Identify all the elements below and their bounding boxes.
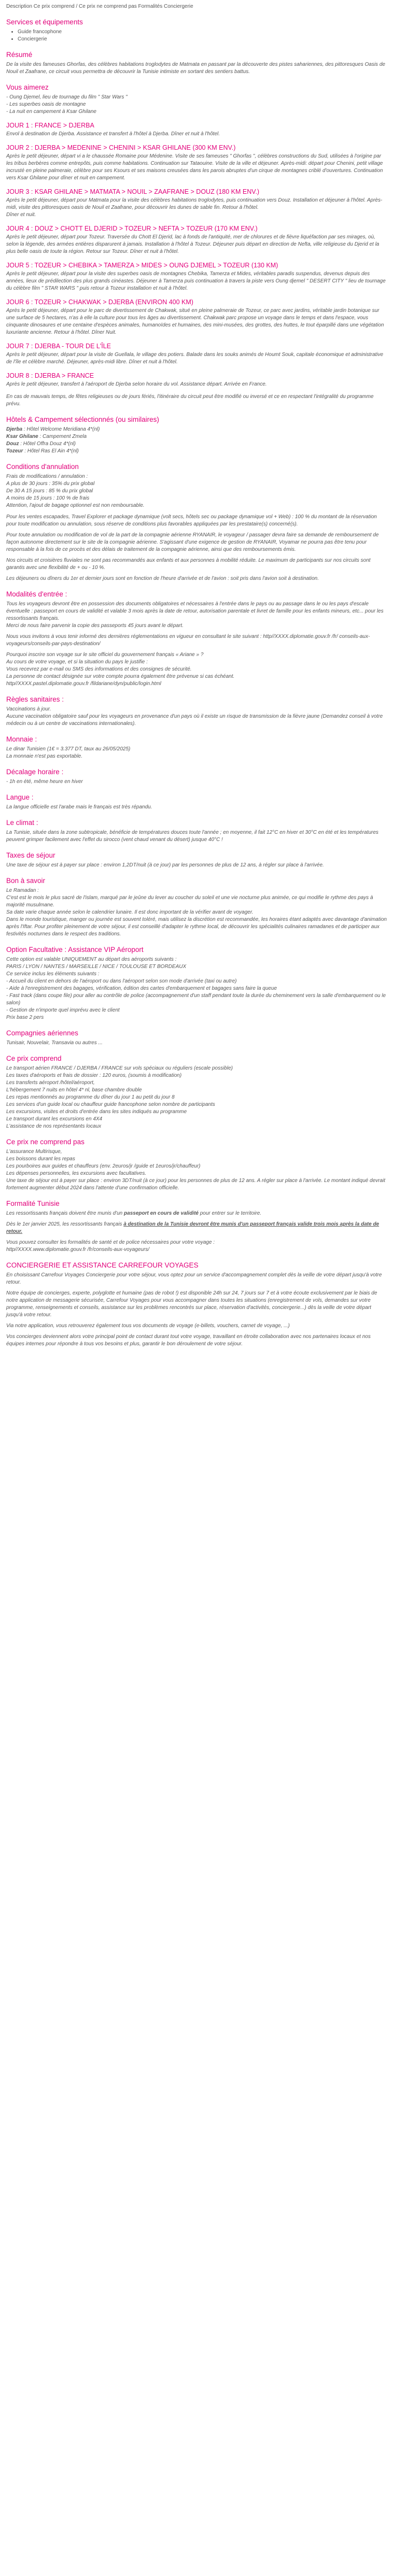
list-item: C'est est le mois le plus sacré de l'islam, marqué par le jeûne du lever au coucher du soleil et une vie nocturne plus animée, ce qui modifie le rythme des pays à majorité musulmane.: [6, 895, 373, 908]
taxes-title: Taxes de séjour: [6, 851, 55, 859]
taxes-text: Une taxe de séjour est à payer sur place : environ 1,2DT/nuit (à ce jour) par les personnes de plus de 12 ans, à régler sur place à l'arrivée.: [6, 862, 324, 868]
modalites-text: Tous les voyageurs devront être en possession des documents obligatoires et nécessaires à l'entrée dans le pays ou au passage dans le ou les pays d'escale éventuelle : passeport en cours de validité et valable 3 mois après la date de retour, autorisation parentale et livret de famille pour les enfants mineurs, etc... pour les ressortissants français.: [6, 601, 384, 621]
list-item: [6, 426, 388, 433]
list-item: - Gestion de n'importe quel imprévu avec le client: [6, 1007, 120, 1013]
list-item: Aucune vaccination obligatoire sauf pour les voyageurs en provenance d'un pays où il existe un risque de transmission de la fièvre jaune (Demandez conseil à votre médecin ou à un centre de vaccinations internationales).: [6, 714, 383, 727]
conciergerie-title: CONCIERGERIE ET ASSISTANCE CARREFOUR VOYAGES: [6, 1261, 199, 1269]
list-item: Les transferts aéroport /hôtel/aéroport,: [6, 1080, 95, 1086]
list-item: PARIS / LYON / NANTES / MARSEILLE / NICE / TOULOUSE ET BORDEAUX: [6, 964, 187, 970]
list-item: Les boissons durant les repas: [6, 1156, 75, 1162]
climat-title: Le climat :: [6, 819, 38, 827]
bon-a-savoir-title: Bon à savoir: [6, 877, 46, 885]
day-7-title: JOUR 7 : DJERBA - TOUR DE L'ÎLE: [6, 343, 111, 350]
day-4-title: JOUR 4 : DOUZ > CHOTT EL DJERID > TOZEUR > NEFTA > TOZEUR (170 KM ENV.): [6, 225, 258, 232]
sanitaires-list: [6, 706, 388, 728]
list-item: Cette option est valable UNIQUEMENT au départ des aéroports suivants :: [6, 957, 177, 962]
conditions-text: Les déjeuners ou dîners du 1er et dernier jours sont en fonction de l'heure d'arrivée et de l'avion : soit pris dans l'avion soit à destination.: [6, 576, 319, 581]
hotel-city: Tozeur: [6, 448, 23, 454]
day-8-text: Après le petit déjeuner, transfert à l'aéroport de Djerba selon horaire du vol. Assistance départ. Arrivée en France.: [6, 381, 267, 387]
option-title: Option Facultative : Assistance VIP Aéroport: [6, 946, 144, 953]
day-3-title: JOUR 3 : KSAR GHILANE > MATMATA > NOUIL > ZAAFRANE > DOUZ (180 KM ENV.): [6, 188, 260, 195]
hotel-name: : Hôtel Ras El Ain 4*(nl): [23, 448, 79, 454]
formalite-text: [6, 1221, 388, 1235]
hotel-city: Douz: [6, 441, 19, 447]
list-item: - Fast track (dans coupe file) pour aller au contrôle de police (accompagnement d'un staff pendant toute la durée du cheminement vers la salle d'embarquement ou le salon): [6, 993, 386, 1006]
list-item: Sa date varie chaque année selon le calendrier lunaire. Il est donc important de la vérifier avant de voyager.: [6, 909, 254, 915]
list-item: Les dépenses personnelles, les excursions avec facultatives.: [6, 1171, 147, 1176]
conditions-text: Pour les ventes escapades, Travel Explorer et package dynamique (volt secs, hôtels sec ou package dynamique vol + Web) : 100 % du montant de la réservation pour toute modification ou annulation, sous réserve de conditions plus favorables appliquées par les prestataire(s) concerné(s).: [6, 514, 377, 527]
list-item: Les services d'un guide local ou chauffeur guide francophone selon nombre de participants: [6, 1102, 215, 1107]
passport-emphasis: passeport en cours de validité: [124, 1211, 199, 1216]
list-item: Le dinar Tunisien (1€ = 3.377 DT, taux au 26/05/2025): [6, 746, 131, 752]
conditions-list: [6, 473, 388, 509]
formalite-intro: Dès le 1er janvier 2025, les ressortissants français: [6, 1221, 124, 1227]
day-8-title: JOUR 8 : DJERBA > FRANCE: [6, 372, 94, 379]
formalite-title: Formalité Tunisie: [6, 1200, 60, 1207]
list-item: L'hébergement 7 nuits en hôtel 4* nl, base chambre double: [6, 1087, 142, 1093]
list-item: Prix base 2 pers: [6, 1015, 44, 1020]
resume-text: De la visite des fameuses Ghorfas, des célèbres habitations troglodytes de Matmata en passant par la découverte des pistes sahariennes, des pittoresques Oasis de Nouil et Zaafrane, ce circuit vous permettra de découvrir la Tunisie intimiste en sortant des sentiers battus.: [6, 62, 385, 75]
day-7-text: Après le petit déjeuner, départ pour la visite de Guellala, le village des potiers. Balade dans les souks animés de Houmt Souk, capitale économique et administrative de l'île et célèbre marché. Déjeuner, après-midi libre. Dîner et nuit à l'hôtel.: [6, 352, 384, 365]
conciergerie-text: Notre équipe de concierges, experte, polyglotte et humaine (pas de robot !) est disponible 24h sur 24, 7 jours sur 7 et à votre écoute exclusivement par le biais de notre application de messagerie sécurisée, Carrefour Voyages pour vous accompagner dans toutes les situations (enregistrement de vols, demandes sur votre programme, renseignements et conseils, assistance sur les problèmes rencontrés sur place, réservation d'activités, conciergerie...) dès la veille de votre départ jusqu'à votre retour.: [6, 1290, 377, 1318]
list-item: Au cours de votre voyage, et si la situation du pays le justifie :: [6, 659, 148, 665]
compagnies-title: Compagnies aériennes: [6, 1029, 78, 1037]
prix-comprend-list: [6, 1065, 388, 1130]
list-item: A plus de 30 jours : 35% du prix global: [6, 481, 95, 487]
list-item: - Les superbes oasis de montagne: [6, 102, 86, 107]
hotel-name: : Hôtel Welcome Meridiana 4*(nl): [22, 426, 100, 432]
list-item: Frais de modifications / annulation :: [6, 474, 88, 479]
climat-text: La Tunisie, située dans la zone subtropicale, bénéficie de températures douces toute l'année ; en moyenne, il fait 12°C en hiver et 30°C en été et les températures peuvent grimper facilement avec l'effet du sirocco (vent chaud venant du désert) jusque 40°C !: [6, 830, 378, 843]
list-item: • Guide francophone: [18, 29, 388, 36]
prix-comprend-title: Ce prix comprend: [6, 1055, 62, 1062]
decalage-title: Décalage horaire :: [6, 768, 64, 776]
list-item: Le Ramadan :: [6, 888, 39, 893]
prix-ne-comprend-title: Ce prix ne comprend pas: [6, 1138, 85, 1146]
day-6-title: JOUR 6 : TOZEUR > CHAKWAK > DJERBA (ENVIRON 400 KM): [6, 298, 193, 306]
conditions-text: Nos circuits et croisières fluviales ne sont pas recommandés aux enfants et aux personnes à mobilité réduite. Le maximum de participants sur nos circuits sont garantis avec une flexibilité de + ou - 10 %.: [6, 558, 371, 571]
services-list: [6, 29, 388, 43]
day-3-extra: Dîner et nuit.: [6, 212, 36, 218]
vous-aimerez-title: Vous aimerez: [6, 83, 49, 91]
day-2-text: Après le petit déjeuner, départ vi a le chaussée Romaine pour Médenine. Visite de ses fameuses " Ghorfas ", célèbres constructions du Sud, utilisées à l'origine par les tribus berbères comme entrepôts, puis comme habitations. Continuation sur Tataouine. Visite de la ville et déjeuner. Après-midi: départ pour Chenini, petit village incrusté en pleine palmeraie, célèbre pour ses Ksours et ses maisons creusées dans les parois abruptes d'un cirque de montagnes criblé d'ouvertures. Continuation vers Ksar Ghilane pour dîner et nuit en campement.: [6, 153, 383, 181]
resume-title: Résumé: [6, 51, 33, 59]
modalites-text: Pourquoi inscrire son voyage sur le site officiel du gouvernement français « Ariane » ?: [6, 652, 204, 658]
hotels-title: Hôtels & Campement sélectionnés (ou similaires): [6, 416, 159, 423]
list-item: De 30 A 15 jours : 85 % du prix global: [6, 488, 93, 494]
list-item: Le transport aérien FRANCE / DJERBA / FRANCE sur vols spéciaux ou réguliers (escale possible): [6, 1065, 233, 1071]
day-1-title: JOUR 1 : FRANCE > DJERBA: [6, 122, 94, 129]
day-2-title: JOUR 2 : DJERBA > MEDENINE > CHENINI > KSAR GHILANE (300 KM ENV.): [6, 144, 236, 151]
list-item: [6, 440, 388, 448]
list-item: Dans le monde touristique, manger ou journée est souvent toléré, mais utilisez la discrétion est recommandée, les horaires étant adaptés avec davantage d'animation après l'Iftar. Pour profiter pleinement de votre séjour, il est conseillé d'adapter le rythme local, de découvrir les spécialités culinaires ramadanes et de participer aux festivités nocturnes dans le respect des traditions.: [6, 917, 387, 937]
list-item: Le transport durant les excursions en 4X4: [6, 1116, 103, 1122]
sanitaires-title: Règles sanitaires :: [6, 695, 64, 703]
conditions-title: Conditions d'annulation: [6, 463, 79, 471]
conciergerie-text: En choisissant Carrefour Voyages Conciergerie pour votre séjour, vous optez pour un service d'accompagnement complet dès la veille de votre départ jusqu'à votre retour.: [6, 1272, 382, 1285]
list-item: L'assurance Multirisque,: [6, 1149, 62, 1155]
list-item: Vous recevrez par e-mail ou SMS des informations et des consignes de sécurité.: [6, 666, 192, 672]
compagnies-text: Tunisair, Nouvelair, Transavia ou autres ...: [6, 1040, 103, 1046]
list-item: Vaccinations à jour.: [6, 706, 51, 712]
list-item: L'assistance de nos représentants locaux: [6, 1123, 102, 1129]
langue-text: La langue officielle est l'arabe mais le français est très répandu.: [6, 804, 152, 810]
formalite-link[interactable]: http//XXXX.www.diplomatie.gouv.fr /fr/conseils-aux-voyageurs/: [6, 1247, 150, 1253]
monnaie-list: [6, 746, 388, 760]
modalites-list: [6, 659, 388, 688]
vous-aimerez-list: [6, 94, 388, 116]
itinerary-note: En cas de mauvais temps, de fêtes religieuses ou de jours fériés, l'itinéraire du circuit peut être modifié ou inversé et ce en respectant l'intégralité du programme prévu.: [6, 394, 374, 407]
day-4-text: Après le petit déjeuner, départ pour Tozeur. Traversée du Chott El Djerid, lac à fonds de l'antiquité, mer de chlorures et de fièvre liquéfaction par ses mirages, où, selon la légende, des armées entières disparurent à jamais. Installation à l'hôtel à Tozeur. Déjeuner puis départ en direction de Nefta, ville religieuse du Djerid et la plus belle oasis de toute la région. Retour sur Tozeur. Dîner et nuit à l'hôtel.: [6, 234, 380, 254]
formalite-passport-requirement: à destination de la Tunisie devront être munis d'un passeport français valide trois mois après la date de retour.: [6, 1221, 380, 1234]
formalite-text: Les ressortissants français doivent être munis d'un passeport en cours de validité pour entrer sur le territoire.: [6, 1211, 262, 1216]
langue-title: Langue :: [6, 793, 34, 801]
list-item: Les taxes d'aéroports et frais de dossier : 120 euros, (soumis à modification): [6, 1073, 182, 1078]
bon-a-savoir-list: [6, 887, 388, 938]
hotel-city: Ksar Ghilane: [6, 434, 38, 439]
list-item: - Aide à l'enregistrement des bagages, vérification, édition des cartes d'embarquement et bagages sans faire la queue: [6, 986, 277, 991]
list-item: Ce service inclus les éléments suivants :: [6, 971, 100, 977]
conciergerie-text: Vos concierges deviennent alors votre principal point de contact durant tout votre voyage, travaillant en étroite collaboration avec nos partenaires locaux et nos équipes internes pour répondre à tous vos besoins et plus, garantir le bon déroulement de votre séjour.: [6, 1334, 371, 1347]
list-item: [6, 448, 388, 455]
list-item: - La nuit en campement à Ksar Ghilane: [6, 109, 96, 115]
list-item: - Accueil du client en dehors de l'aéroport ou dans l'aéroport selon son mode d'arrivée (taxi ou autre): [6, 978, 237, 984]
list-item: A moins de 15 jours : 100 % de frais: [6, 495, 90, 501]
conciergerie-text: Via notre application, vous retrouverez également tous vos documents de voyage (e-billets, vouchers, carnet de voyage, ...): [6, 1323, 290, 1329]
modalites-link[interactable]: Nous vous invitons à vous tenir informé des dernières réglementations en vigueur en consultant le site suivant : http//XXXX.diplomatie.gouv.fr /fr/ conseils-aux-voyageurs/conseils-par-pays-destination/: [6, 634, 370, 647]
list-item: - Oung Djemel, lieu de tournage du film " Star Wars ": [6, 94, 128, 100]
day-6-text: Après le petit déjeuner, départ pour le parc de divertissement de Chakwak, situé en pleine palmeraie de Tozeur, ce parc avec jardins, véritable jardin botanique sur une surface de 5 hectares, n'as à elle la culture pour tous les âges au divertissement. Chakwak parc propose un voyage dans le temps et dans l'espace, vous cinquante dinosaures et une centaine d'espèces animales, humanoïdes et humaines, des mini-musées, des grottes, des huttes, le tout éparpillé dans une végétation luxuriante ancienne. Retour à l'hôtel. Dîner Nuit.: [6, 308, 384, 335]
hotel-city: Djerba: [6, 426, 23, 432]
list-item: Attention, l'ajout de bagage optionnel est non remboursable.: [6, 503, 145, 508]
modalites-text: Merci de nous faire parvenir la copie des passeports 45 jours avant le départ.: [6, 623, 184, 629]
formalite-text: Vous pouvez consulter les formalités de santé et de police nécessaires pour votre voyage :: [6, 1240, 215, 1245]
ariane-link[interactable]: http//XXXX.pastel.diplomatie.gouv.fr /fildariane/dyn/public/login.html: [6, 681, 161, 687]
list-item: Les repas mentionnés au programme du dîner du jour 1 au petit du jour 8: [6, 1094, 175, 1100]
top-breadcrumb[interactable]: Description Ce prix comprend / Ce prix ne comprend pas Formalités Conciergerie: [6, 4, 193, 9]
conditions-text: Pour toute annulation ou modification de vol de la part de la compagnie aérienne RYANAIR, le voyageur / passager devra faire sa demande de remboursement de façon autonome directement sur le site de la compagnie aérienne. S'agissant d'une exigence de gestion de RYANAIR, Voyamar ne pourra pas être tenu pour responsable à la fois de ce procès et des délais de traitement de la compagnie aérienne, ainsi que des remboursements émis.: [6, 532, 379, 552]
hotels-list: [6, 426, 388, 455]
decalage-text: - 1h en été, même heure en hiver: [6, 779, 83, 785]
list-item: [6, 433, 388, 440]
list-item: • Conciergerie: [18, 36, 388, 43]
list-item: Les excursions, visites et droits d'entrée dans les sites indiqués au programme: [6, 1109, 187, 1115]
monnaie-title: Monnaie :: [6, 735, 37, 743]
list-item: Les pourboires aux guides et chauffeurs (env. 2euros/jr /guide et 1euros/jr/chauffeur): [6, 1163, 201, 1169]
list-item: La personne de contact désignée sur votre compte pourra également être prévenue si cas échéant.: [6, 674, 235, 679]
services-title: Services et équipements: [6, 18, 83, 26]
modalites-title: Modalités d'entrée :: [6, 590, 67, 598]
hotel-name: : Campement Zmela: [38, 434, 87, 439]
hotel-name: : Hôtel Offra Douz 4*(nl): [19, 441, 76, 447]
day-5-text: Après le petit déjeuner, départ pour la visite des superbes oasis de montagnes Chebika, Tamerza et Mides, véritables paradis suspendus, devenus depuis des années, lieux de prédilection des plus grands cinéastes. Déjeuner à Tamerza puis continuation à travers la piste vers Oung djemel " DESERT CITY " lieu de tournage du célèbre film " STAR WARS " puis retour à Tozeur installation et nuit à l'hôtel.: [6, 271, 386, 291]
list-item: La monnaie n'est pas exportable.: [6, 753, 83, 759]
day-3-text: Après le petit déjeuner, départ pour Matmata pour la visite des célèbres habitations troglodytes, puis continuation vers Douz. Installation et déjeuner à l'hôtel. Après-midi, visite des pittoresques oasis de Nouil et Zaafrane, pour découvrir les dunes de sable fin. Retour à l'hôtel.: [6, 197, 383, 210]
day-5-title: JOUR 5 : TOZEUR > CHEBIKA > TAMERZA > MIDES > OUNG DJEMEL > TOZEUR (130 KM): [6, 262, 278, 269]
prix-ne-comprend-list: [6, 1148, 388, 1192]
list-item: Une taxe de séjour est à payer sur place : environ 3DT/nuit (à ce jour) pour les personnes de plus de 12 ans. A régler sur place à l'arrivée. Le montant indiqué devrait fortement augmenter début 2024 dans l'attente d'une confirmation officielle.: [6, 1178, 386, 1191]
day-1-text: Envol à destination de Djerba. Assistance et transfert à l'hôtel à Djerba. Dîner et nuit à l'hôtel.: [6, 131, 220, 137]
option-list: [6, 956, 388, 1021]
